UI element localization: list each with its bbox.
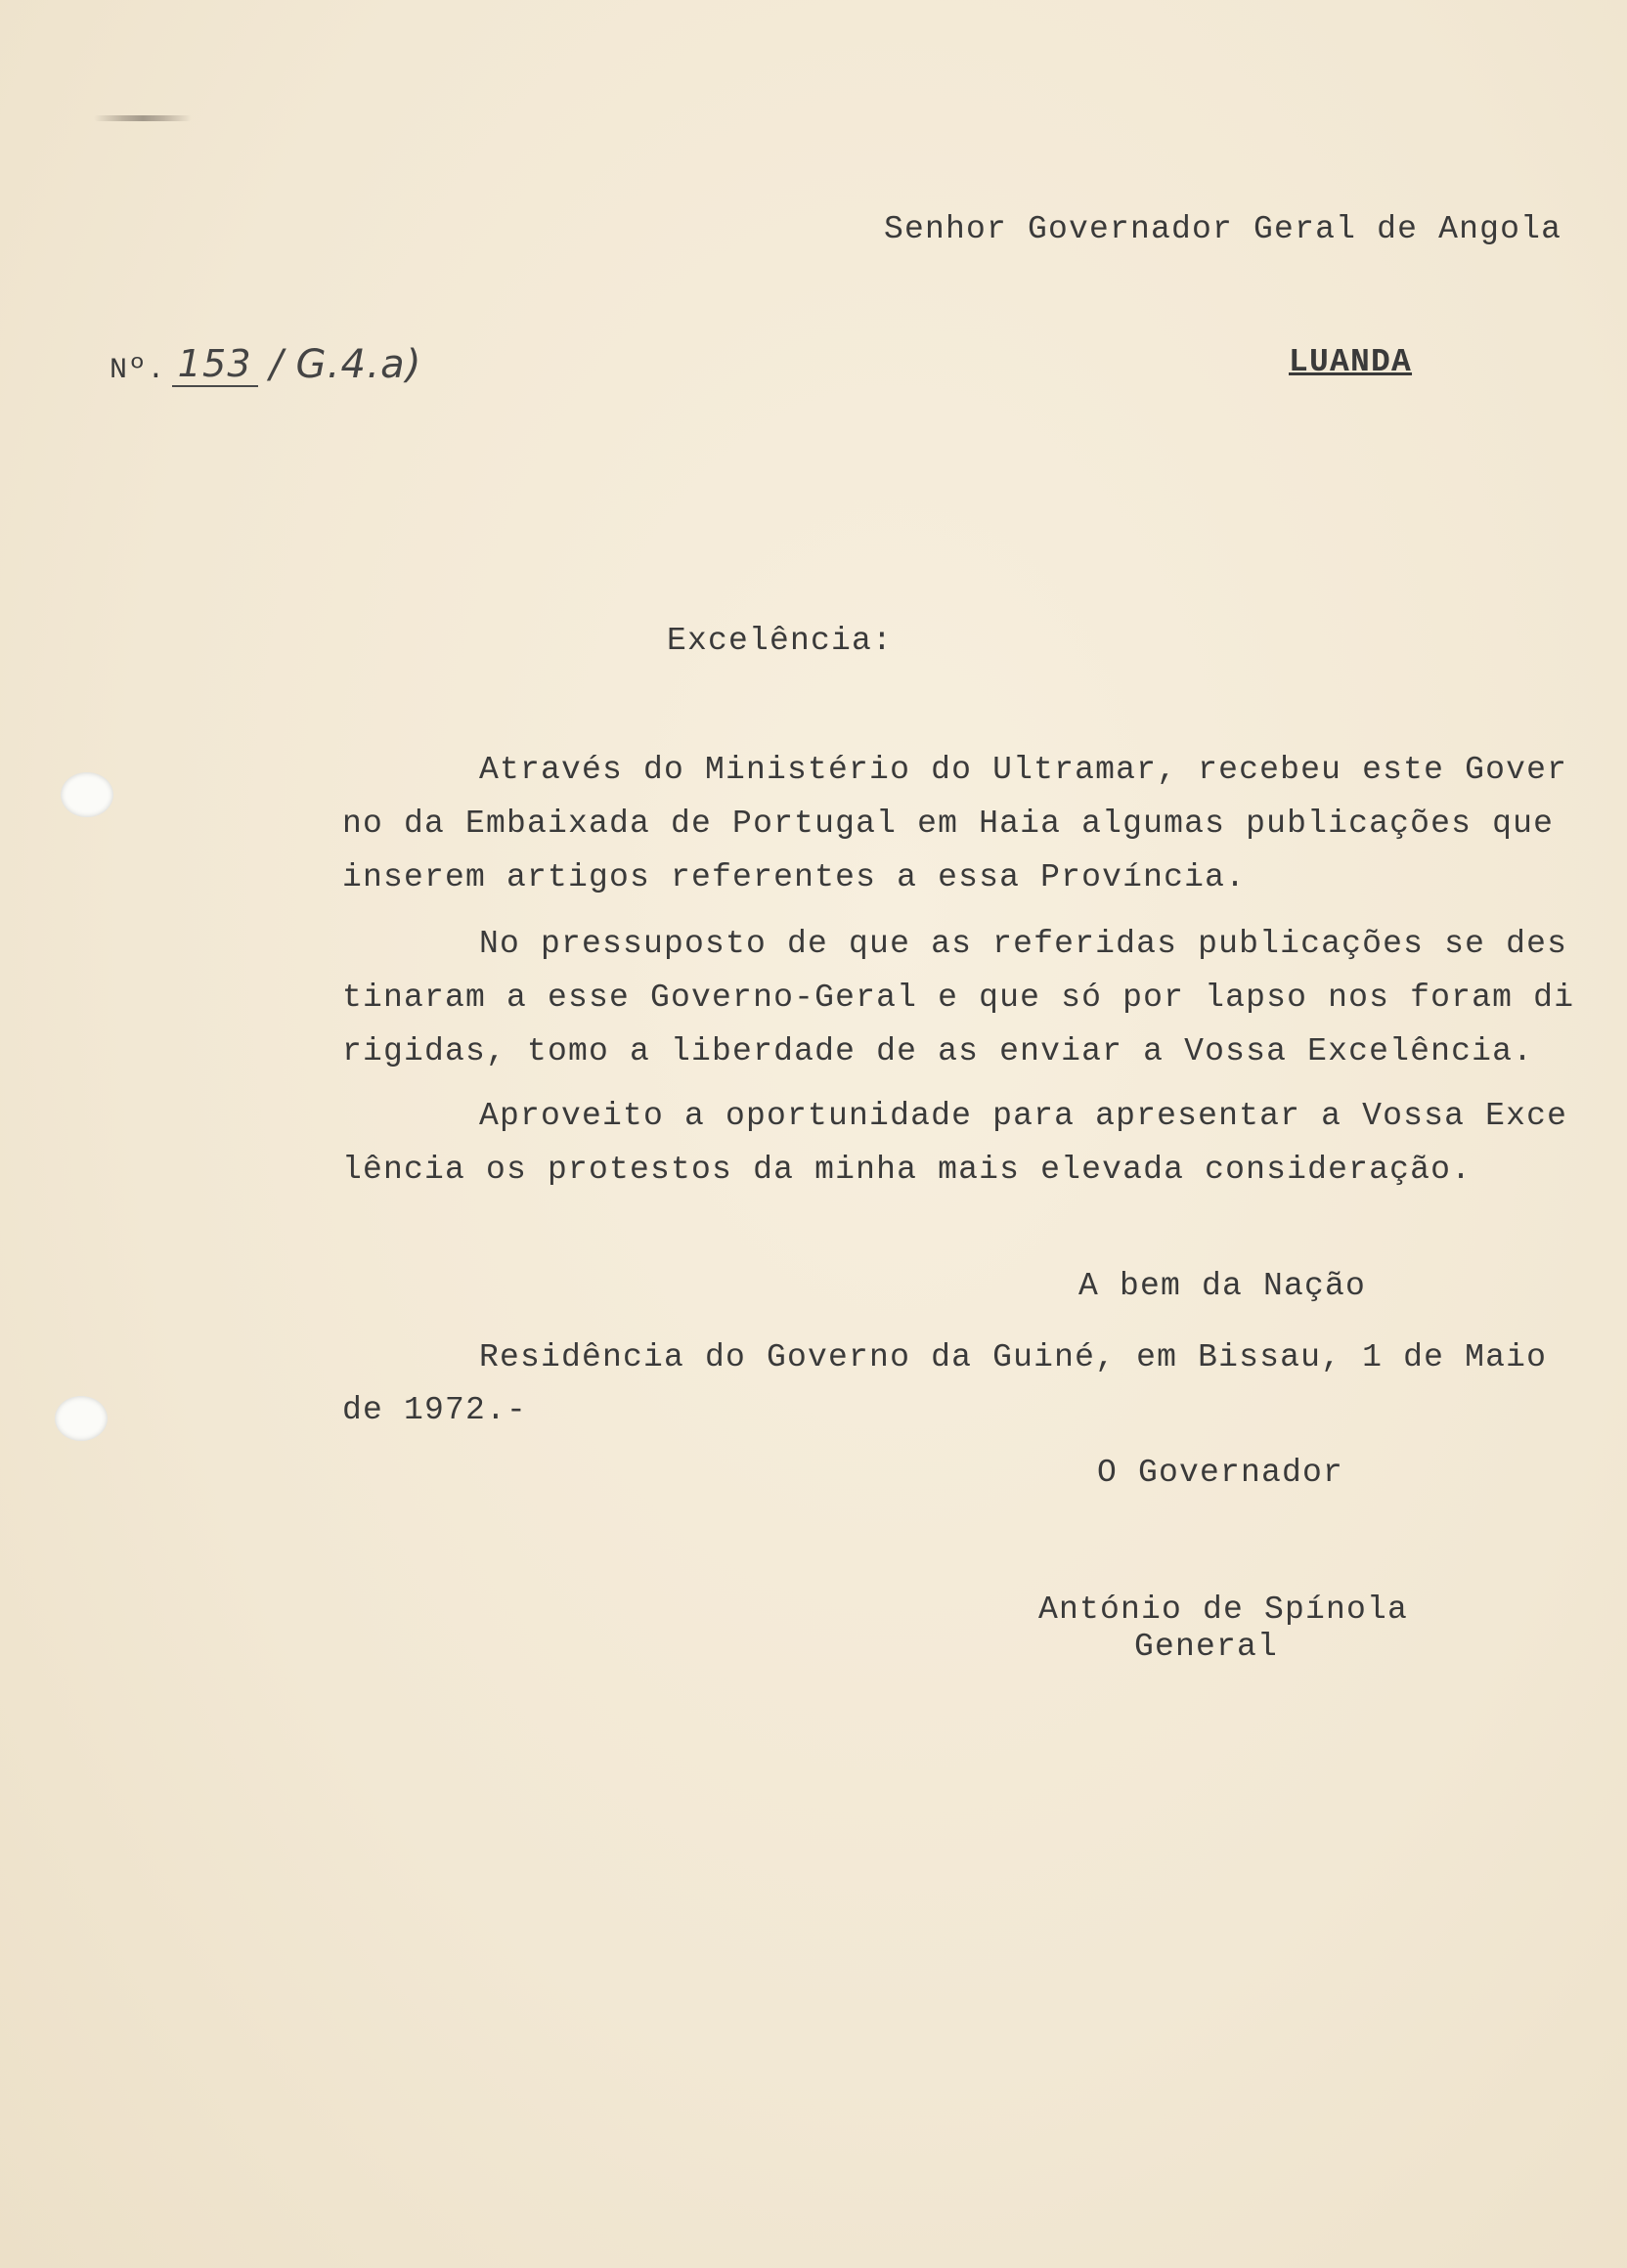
punch-hole <box>61 772 113 817</box>
body-paragraph <box>342 1089 1567 1197</box>
paragraph-line: inserem artigos referentes a essa Província. <box>342 859 1247 895</box>
signatory-title: O Governador <box>1097 1455 1344 1491</box>
paragraph-line: No pressuposto de que as referidas publicações se des <box>479 926 1568 962</box>
paragraph-line: Através do Ministério do Ultramar, recebeu este Gover <box>479 752 1568 788</box>
signatory-name: António de Spínola <box>1038 1592 1409 1628</box>
paragraph-line: tinaram a esse Governo-Geral e que só por lapso nos foram di <box>342 980 1575 1016</box>
closing-formula: A bem da Nação <box>1078 1268 1367 1304</box>
reference-prefix: Nº. <box>110 354 166 387</box>
reference-handwritten-number: 153 <box>172 342 258 387</box>
salutation: Excelência: <box>667 623 894 659</box>
ink-smudge <box>94 115 192 121</box>
paragraph-line: no da Embaixada de Portugal em Haia algumas publicações que <box>342 806 1555 842</box>
paragraph-line: rigidas, tomo a liberdade de as enviar a Vossa Excelência. <box>342 1033 1534 1069</box>
punch-hole <box>55 1396 108 1441</box>
reference-slash: / <box>269 342 285 387</box>
paragraph-line: Aproveito a oportunidade para apresentar a Vossa Exce <box>479 1098 1568 1134</box>
reference-handwritten-code: G.4.a) <box>295 342 422 387</box>
paragraph-line: lência os protestos da minha mais elevada consideração. <box>342 1152 1473 1188</box>
signatory-rank: General <box>1134 1629 1279 1665</box>
place-date-line: Residência do Governo da Guiné, em Bissau, 1 de Maio <box>479 1339 1548 1375</box>
destination-city: LUANDA <box>1289 344 1413 380</box>
body-paragraph <box>342 743 1567 904</box>
body-paragraph <box>342 917 1574 1078</box>
addressee: Senhor Governador Geral de Angola <box>884 211 1562 247</box>
place-date-line: de 1972.- <box>342 1392 528 1428</box>
reference-number <box>110 342 422 387</box>
